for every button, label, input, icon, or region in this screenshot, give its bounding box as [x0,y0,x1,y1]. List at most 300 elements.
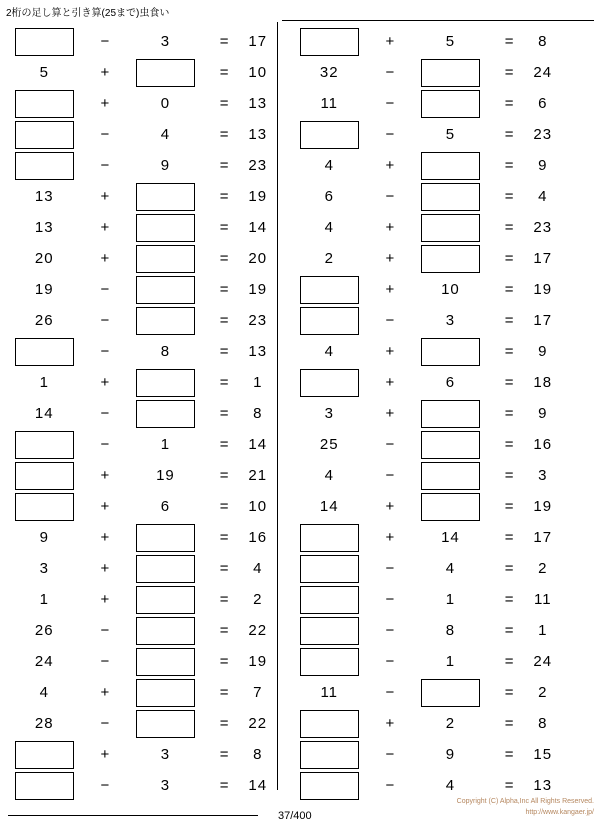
minus-icon: − [100,653,110,670]
equals-icon: = [504,343,514,360]
answer-box[interactable] [300,555,359,583]
operand-a-cell [0,770,88,801]
answer-box[interactable] [136,214,195,242]
answer-box[interactable] [136,59,195,87]
operand-b-value: 19 [156,467,175,484]
operand-b-cell [121,584,209,615]
result-value: 11 [533,591,552,608]
operand-b-value: 3 [160,33,171,50]
answer-box[interactable] [421,59,480,87]
result-cell [524,553,562,584]
equals-icon: = [504,498,514,515]
equals-cell [210,553,239,584]
result-value: 17 [533,312,553,329]
copyright-text: Copyright (C) Alpha,Inc All Rights Reserved. [456,798,594,805]
answer-box[interactable] [300,710,359,738]
operand-b-value: 1 [445,591,456,608]
result-cell [524,274,562,305]
problem-row [285,584,562,615]
operand-b-cell [121,615,209,646]
answer-box[interactable] [15,28,74,56]
answer-box[interactable] [15,772,74,800]
problem-row [0,615,277,646]
operand-a-cell [285,336,373,367]
operand-a-cell [285,584,373,615]
equals-cell [210,491,239,522]
result-cell [239,739,277,770]
minus-icon: − [385,746,395,763]
result-value: 2 [253,591,263,608]
operand-b-cell [121,57,209,88]
equals-icon: = [504,95,514,112]
result-value: 10 [248,64,268,81]
result-value: 21 [248,467,268,484]
result-cell [524,57,562,88]
result-value: 9 [538,405,548,422]
answer-box[interactable] [15,121,74,149]
operand-b-value: 14 [441,529,460,546]
operand-b-cell [406,212,494,243]
minus-icon: − [385,560,395,577]
operand-a-cell [0,181,88,212]
equals-cell [495,305,524,336]
operator-cell [373,646,406,677]
equals-icon: = [504,157,514,174]
equals-icon: = [219,622,229,639]
operand-a-cell [0,243,88,274]
equals-cell [495,522,524,553]
operand-a-cell [0,398,88,429]
minus-icon: − [385,591,395,608]
equals-icon: = [219,653,229,670]
operand-a-cell [285,770,373,801]
equals-cell [210,522,239,553]
footer-divider [8,815,258,816]
operand-b-value: 8 [160,343,171,360]
equals-cell [210,274,239,305]
result-value: 23 [248,312,268,329]
result-cell [524,646,562,677]
operand-a-value: 11 [320,95,339,112]
operand-a-cell [285,119,373,150]
result-value: 17 [533,529,553,546]
problem-row [0,677,277,708]
operator-cell [88,398,121,429]
equals-cell [210,181,239,212]
problem-row [285,336,562,367]
answer-box[interactable] [300,586,359,614]
operand-a-cell [285,26,373,57]
problem-row [0,491,277,522]
operator-cell [88,615,121,646]
operand-a-cell [285,398,373,429]
answer-box[interactable] [421,214,480,242]
equals-cell [495,460,524,491]
minus-icon: − [100,715,110,732]
operand-a-value: 1 [39,591,49,608]
result-cell [524,212,562,243]
equals-cell [495,584,524,615]
operand-a-cell [285,367,373,398]
answer-box[interactable] [136,307,195,335]
problem-row [285,522,562,553]
operand-b-cell [121,305,209,336]
plus-icon: + [385,281,395,298]
result-value: 19 [248,653,268,670]
plus-icon: + [385,529,395,546]
operand-b-cell [406,739,494,770]
answer-box[interactable] [136,245,195,273]
answer-box[interactable] [300,617,359,645]
result-cell [239,491,277,522]
result-value: 7 [253,684,263,701]
answer-box[interactable] [421,245,480,273]
minus-icon: − [385,622,395,639]
operand-b-value: 3 [445,312,456,329]
operand-b-cell [406,584,494,615]
operand-a-value: 25 [319,436,339,453]
problem-row [0,26,277,57]
equals-cell [210,26,239,57]
result-value: 19 [248,188,268,205]
equals-cell [495,150,524,181]
equals-icon: = [504,715,514,732]
result-value: 19 [248,281,268,298]
answer-box[interactable] [421,183,480,211]
answer-box[interactable] [136,369,195,397]
equals-icon: = [219,126,229,143]
plus-icon: + [385,157,395,174]
problem-row [0,770,277,801]
equals-cell [210,243,239,274]
result-value: 13 [248,343,268,360]
operator-cell [88,584,121,615]
problem-row [285,305,562,336]
problem-row [0,584,277,615]
operand-a-cell [285,88,373,119]
operand-b-cell [121,274,209,305]
operand-b-value: 8 [445,622,456,639]
answer-box[interactable] [421,462,480,490]
result-value: 9 [538,343,548,360]
equals-icon: = [219,95,229,112]
equals-icon: = [504,312,514,329]
operand-a-cell [285,646,373,677]
equals-cell [210,677,239,708]
operand-a-value: 5 [39,64,49,81]
result-cell [524,460,562,491]
operand-a-cell [0,584,88,615]
answer-box[interactable] [421,493,480,521]
operand-b-cell [121,398,209,429]
operator-cell [88,677,121,708]
plus-icon: + [385,405,395,422]
plus-icon: + [100,95,110,112]
problem-row [0,243,277,274]
operand-a-value: 24 [34,653,54,670]
equals-cell [210,398,239,429]
result-cell [239,212,277,243]
operand-a-value: 11 [320,684,339,701]
result-value: 23 [248,157,268,174]
result-cell [524,367,562,398]
answer-box[interactable] [136,586,195,614]
operand-a-cell [0,26,88,57]
operator-cell [373,57,406,88]
answer-box[interactable] [15,462,74,490]
operand-a-value: 4 [324,343,334,360]
plus-icon: + [100,684,110,701]
operator-cell [373,181,406,212]
operand-b-value: 10 [441,281,460,298]
copyright-block [457,797,594,818]
operator-cell [373,119,406,150]
equals-cell [210,150,239,181]
problem-row [285,57,562,88]
problem-row [0,460,277,491]
operand-b-value: 9 [445,746,456,763]
operand-b-value: 0 [160,95,171,112]
operand-a-value: 28 [34,715,54,732]
equals-icon: = [219,281,229,298]
answer-box[interactable] [136,183,195,211]
equals-icon: = [219,188,229,205]
plus-icon: + [100,64,110,81]
plus-icon: + [100,188,110,205]
operator-cell [88,491,121,522]
operator-cell [88,150,121,181]
answer-box[interactable] [300,369,359,397]
answer-box[interactable] [15,90,74,118]
operator-cell [88,181,121,212]
equals-icon: = [219,529,229,546]
result-cell [524,615,562,646]
result-cell [524,336,562,367]
result-cell [239,522,277,553]
result-cell [524,491,562,522]
minus-icon: − [100,312,110,329]
equals-icon: = [219,405,229,422]
result-value: 14 [248,219,268,236]
equals-cell [495,429,524,460]
result-cell [524,429,562,460]
operand-a-cell [285,522,373,553]
operand-b-cell [406,243,494,274]
result-cell [524,305,562,336]
result-value: 3 [538,467,548,484]
equals-cell [210,336,239,367]
answer-box[interactable] [15,741,74,769]
operand-a-value: 20 [34,250,54,267]
answer-box[interactable] [421,431,480,459]
operand-a-cell [0,615,88,646]
answer-box[interactable] [136,276,195,304]
operand-a-cell [0,677,88,708]
equals-cell [495,553,524,584]
result-value: 13 [533,777,553,794]
equals-icon: = [219,312,229,329]
problem-row [285,367,562,398]
equals-icon: = [504,746,514,763]
result-cell [524,26,562,57]
operand-b-cell [406,367,494,398]
operand-b-value: 3 [160,746,171,763]
operand-b-cell [121,522,209,553]
operator-cell [88,553,121,584]
plus-icon: + [385,715,395,732]
problem-row [285,274,562,305]
equals-icon: = [219,498,229,515]
operator-cell [88,119,121,150]
operand-a-value: 6 [324,188,334,205]
operand-b-cell [406,305,494,336]
equals-cell [210,460,239,491]
operand-a-value: 13 [34,188,54,205]
operator-cell [373,522,406,553]
answer-box[interactable] [300,524,359,552]
answer-box[interactable] [136,648,195,676]
answer-box[interactable] [136,524,195,552]
answer-box[interactable] [136,710,195,738]
result-value: 23 [533,126,553,143]
equals-cell [495,181,524,212]
result-value: 24 [533,64,553,81]
operand-a-cell [285,429,373,460]
result-value: 4 [253,560,263,577]
answer-box[interactable] [421,90,480,118]
result-value: 8 [253,405,263,422]
result-cell [524,88,562,119]
operator-cell [88,739,121,770]
minus-icon: − [385,684,395,701]
operand-a-cell [0,708,88,739]
equals-icon: = [219,64,229,81]
answer-box[interactable] [421,679,480,707]
problem-row [0,646,277,677]
problem-row [0,739,277,770]
result-value: 1 [253,374,263,391]
operator-cell [373,88,406,119]
answer-box[interactable] [136,679,195,707]
answer-box[interactable] [15,152,74,180]
answer-box[interactable] [136,400,195,428]
problem-row [285,708,562,739]
operand-b-cell [406,336,494,367]
operator-cell [373,274,406,305]
operand-a-cell [0,739,88,770]
result-value: 8 [253,746,263,763]
operator-cell [373,584,406,615]
answer-box[interactable] [15,493,74,521]
operand-b-cell [121,88,209,119]
operand-a-value: 14 [319,498,339,515]
operand-b-value: 1 [445,653,456,670]
result-cell [239,243,277,274]
operand-b-cell [406,150,494,181]
operand-b-value: 3 [160,777,171,794]
operand-a-cell [285,553,373,584]
answer-box[interactable] [136,617,195,645]
minus-icon: − [100,343,110,360]
problem-row [285,243,562,274]
operand-a-cell [0,274,88,305]
answer-box[interactable] [300,28,359,56]
operand-a-cell [285,615,373,646]
result-value: 6 [538,95,548,112]
equals-icon: = [219,746,229,763]
result-value: 16 [248,529,268,546]
operator-cell [88,243,121,274]
plus-icon: + [385,374,395,391]
result-cell [239,274,277,305]
column-divider [277,22,278,790]
operand-b-cell [406,677,494,708]
answer-box[interactable] [421,338,480,366]
plus-icon: + [100,374,110,391]
equals-icon: = [504,188,514,205]
answer-box[interactable] [300,121,359,149]
operand-b-cell [121,119,209,150]
equals-icon: = [504,684,514,701]
result-value: 20 [248,250,268,267]
answer-box[interactable] [300,772,359,800]
answer-box[interactable] [421,400,480,428]
minus-icon: − [100,281,110,298]
operand-a-value: 32 [319,64,339,81]
operand-b-cell [406,88,494,119]
result-cell [239,119,277,150]
plus-icon: + [100,498,110,515]
result-cell [239,584,277,615]
problem-row [0,119,277,150]
problem-row [0,367,277,398]
result-cell [239,429,277,460]
result-cell [524,181,562,212]
answer-box[interactable] [15,431,74,459]
operand-b-cell [406,460,494,491]
equals-icon: = [219,436,229,453]
answer-box[interactable] [136,555,195,583]
result-value: 8 [538,715,548,732]
minus-icon: − [385,653,395,670]
result-value: 22 [248,622,268,639]
equals-cell [495,57,524,88]
problem-row [285,460,562,491]
answer-box[interactable] [15,338,74,366]
equals-icon: = [219,684,229,701]
equals-icon: = [504,653,514,670]
problem-row [285,181,562,212]
answer-box[interactable] [300,276,359,304]
result-cell [239,305,277,336]
problem-row [285,88,562,119]
answer-box[interactable] [300,741,359,769]
equals-icon: = [219,591,229,608]
operand-b-value: 5 [445,126,456,143]
operator-cell [88,708,121,739]
result-cell [524,119,562,150]
operand-a-cell [285,243,373,274]
plus-icon: + [100,219,110,236]
operator-cell [373,429,406,460]
equals-cell [495,212,524,243]
answer-box[interactable] [300,307,359,335]
minus-icon: − [100,33,110,50]
answer-box[interactable] [300,648,359,676]
answer-box[interactable] [421,152,480,180]
result-cell [239,57,277,88]
problem-row [0,305,277,336]
